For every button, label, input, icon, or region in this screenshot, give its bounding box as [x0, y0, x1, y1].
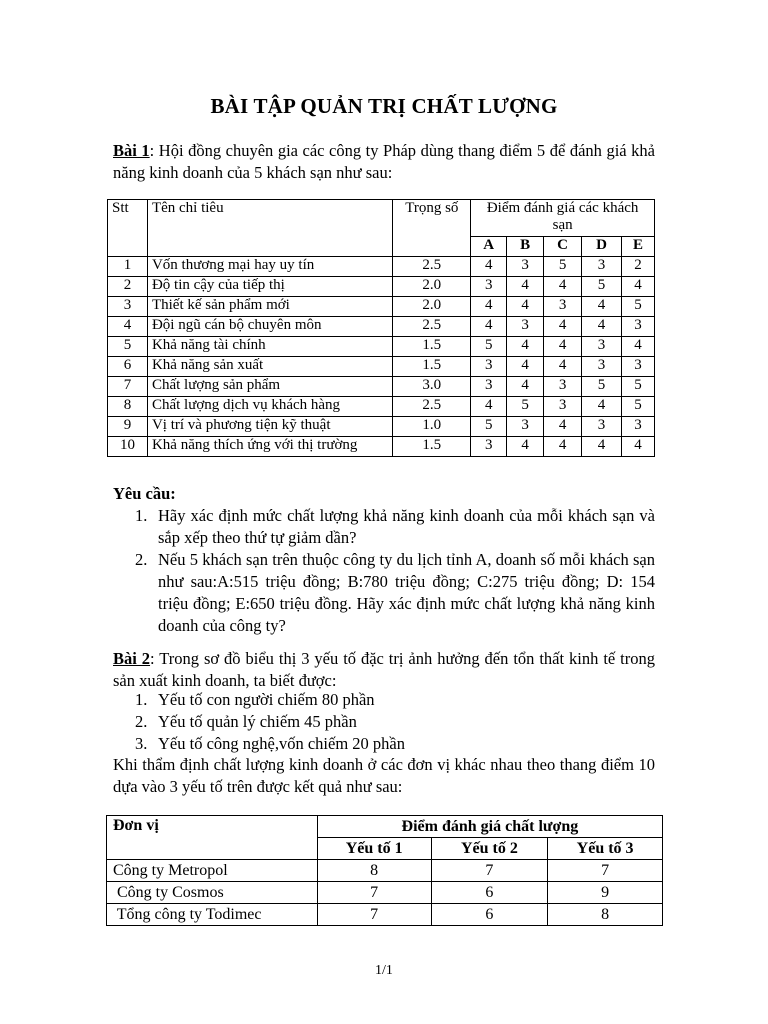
- row-score: 4: [582, 317, 622, 337]
- row-score: 8: [548, 904, 663, 926]
- table-row: [108, 377, 655, 397]
- header-hotel-b: B: [507, 237, 544, 257]
- exercise-1-intro: [113, 140, 655, 184]
- row-score: 4: [544, 437, 582, 457]
- row-score: 5: [507, 397, 544, 417]
- header-factor-2: Yếu tố 2: [431, 838, 548, 860]
- table-row: [108, 297, 655, 317]
- header-stt: Stt: [108, 200, 148, 257]
- row-score: 5: [622, 397, 655, 417]
- row-weight: 2.5: [393, 397, 471, 417]
- list-item: 3. Yếu tố công nghệ,vốn chiếm 20 phần: [135, 734, 405, 753]
- row-criteria: Khả năng sản xuất: [147, 357, 392, 377]
- row-stt: 5: [108, 337, 148, 357]
- row-weight: 1.0: [393, 417, 471, 437]
- header-weight: Trọng số: [393, 200, 471, 257]
- row-weight: 2.5: [393, 257, 471, 277]
- row-score: 4: [471, 397, 507, 417]
- row-score: 4: [471, 317, 507, 337]
- factor-3: Yếu tố công nghệ,vốn chiếm 20 phần: [158, 734, 405, 753]
- header-factor-1: Yếu tố 1: [317, 838, 431, 860]
- row-unit: Công ty Cosmos: [107, 882, 318, 904]
- page-number: 1/1: [375, 963, 393, 978]
- row-weight: 2.5: [393, 317, 471, 337]
- row-score: 5: [622, 377, 655, 397]
- table-row: [108, 317, 655, 337]
- row-stt: 3: [108, 297, 148, 317]
- row-score: 3: [507, 317, 544, 337]
- row-score: 3: [582, 337, 622, 357]
- row-score: 2: [622, 257, 655, 277]
- exercise-2-text: : Trong sơ đồ biểu thị 3 yếu tố đặc trị ảnh hưởng đến tổn thất kinh tế trong sản xuất kinh doanh, ta biết được:: [113, 649, 656, 690]
- row-score: 5: [622, 297, 655, 317]
- row-criteria: Chất lượng dịch vụ khách hàng: [147, 397, 392, 417]
- row-criteria: Chất lượng sản phẩm: [147, 377, 392, 397]
- header-criteria: Tên chỉ tiêu: [147, 200, 392, 257]
- header-unit: Đơn vị: [107, 816, 318, 860]
- row-score: 4: [507, 277, 544, 297]
- row-score: 4: [544, 337, 582, 357]
- row-score: 7: [431, 860, 548, 882]
- row-score: 7: [317, 904, 431, 926]
- row-score: 3: [544, 377, 582, 397]
- table-row: [108, 417, 655, 437]
- row-score: 3: [544, 297, 582, 317]
- row-criteria: Vốn thương mại hay uy tín: [147, 257, 392, 277]
- row-score: 3: [544, 397, 582, 417]
- header-hotel-e: E: [622, 237, 655, 257]
- row-score: 4: [582, 437, 622, 457]
- table-row: [108, 277, 655, 297]
- row-score: 3: [582, 257, 622, 277]
- header-hotel-scores: Điểm đánh giá các khách sạn: [471, 200, 655, 237]
- row-weight: 2.0: [393, 277, 471, 297]
- row-criteria: Khả năng tài chính: [147, 337, 392, 357]
- row-score: 4: [544, 277, 582, 297]
- exercise-2-intro: [113, 648, 655, 692]
- row-unit: Công ty Metropol: [107, 860, 318, 882]
- header-quality-scores: Điểm đánh giá chất lượng: [317, 816, 662, 838]
- factor-list: [113, 689, 655, 755]
- row-score: 6: [431, 904, 548, 926]
- row-stt: 8: [108, 397, 148, 417]
- row-score: 4: [544, 357, 582, 377]
- table-row: [108, 337, 655, 357]
- table-row: [108, 397, 655, 417]
- table-row: [108, 437, 655, 457]
- row-score: 4: [544, 417, 582, 437]
- row-score: 5: [471, 337, 507, 357]
- row-stt: 1: [108, 257, 148, 277]
- row-score: 4: [507, 297, 544, 317]
- row-score: 4: [622, 337, 655, 357]
- header-hotel-c: C: [544, 237, 582, 257]
- row-score: 4: [507, 437, 544, 457]
- table-row: [107, 904, 663, 926]
- row-score: 3: [471, 357, 507, 377]
- row-weight: 1.5: [393, 337, 471, 357]
- row-score: 4: [622, 277, 655, 297]
- row-score: 4: [582, 397, 622, 417]
- unit-score-table: [106, 815, 663, 926]
- row-score: 3: [622, 417, 655, 437]
- row-score: 3: [582, 417, 622, 437]
- row-stt: 7: [108, 377, 148, 397]
- list-item: 1. Hãy xác định mức chất lượng khả năng kinh doanh của mỗi khách sạn và sắp xếp theo thứ tự giảm dần?: [135, 506, 655, 547]
- row-score: 4: [544, 317, 582, 337]
- row-score: 4: [471, 297, 507, 317]
- header-hotel-d: D: [582, 237, 622, 257]
- row-stt: 4: [108, 317, 148, 337]
- requirement-1: Hãy xác định mức chất lượng khả năng kinh doanh của mỗi khách sạn và sắp xếp theo thứ tự giảm dần?: [158, 506, 655, 547]
- row-criteria: Độ tin cậy của tiếp thị: [147, 277, 392, 297]
- row-score: 3: [471, 377, 507, 397]
- row-score: 5: [471, 417, 507, 437]
- row-score: 4: [507, 377, 544, 397]
- row-score: 7: [317, 882, 431, 904]
- requirements-list: [113, 505, 655, 637]
- row-score: 3: [582, 357, 622, 377]
- row-score: 4: [507, 337, 544, 357]
- row-weight: 1.5: [393, 357, 471, 377]
- row-stt: 10: [108, 437, 148, 457]
- row-score: 4: [471, 257, 507, 277]
- row-score: 5: [544, 257, 582, 277]
- requirements-title: Yêu cầu:: [113, 484, 176, 503]
- row-criteria: Vị trí và phương tiện kỹ thuật: [147, 417, 392, 437]
- exercise-2-label: Bài 2: [113, 649, 151, 668]
- table-row: [107, 860, 663, 882]
- list-item: 1. Yếu tố con người chiếm 80 phần: [135, 690, 375, 709]
- row-stt: 2: [108, 277, 148, 297]
- list-item: 2. Yếu tố quản lý chiếm 45 phần: [135, 712, 357, 731]
- row-score: 6: [431, 882, 548, 904]
- row-criteria: Thiết kế sản phẩm mới: [147, 297, 392, 317]
- row-score: 5: [582, 277, 622, 297]
- row-score: 4: [622, 437, 655, 457]
- list-item: 2. Nếu 5 khách sạn trên thuộc công ty du lịch tỉnh A, doanh số mỗi khách sạn như sau:A:515 triệu đồng; B:780 triệu đồng; C:275 triệu đồng; D: 154 triệu đồng; E:650 triệu đồng. Hãy xác định mức chất lượng khả năng kinh doanh của công ty?: [135, 550, 655, 635]
- header-hotel-a: A: [471, 237, 507, 257]
- row-weight: 1.5: [393, 437, 471, 457]
- row-weight: 2.0: [393, 297, 471, 317]
- table-row: [107, 882, 663, 904]
- requirement-2: Nếu 5 khách sạn trên thuộc công ty du lịch tỉnh A, doanh số mỗi khách sạn như sau:A:515 triệu đồng; B:780 triệu đồng; C:275 triệu đồng; D: 154 triệu đồng; E:650 triệu đồng. Hãy xác định mức chất lượng khả năng kinh doanh của công ty?: [158, 550, 655, 635]
- row-score: 3: [622, 357, 655, 377]
- row-weight: 3.0: [393, 377, 471, 397]
- exercise-1-text: : Hội đồng chuyên gia các công ty Pháp dùng thang điểm 5 để đánh giá khả năng kinh doanh của 5 khách sạn như sau:: [113, 141, 655, 182]
- row-score: 9: [548, 882, 663, 904]
- row-score: 4: [507, 357, 544, 377]
- page-title: BÀI TẬP QUẢN TRỊ CHẤT LƯỢNG: [210, 94, 558, 118]
- factor-1: Yếu tố con người chiếm 80 phần: [158, 690, 375, 709]
- exercise-2-after: Khi thẩm định chất lượng kinh doanh ở các đơn vị khác nhau theo thang điểm 10 dựa vào 3 yếu tố trên được kết quả như sau:: [113, 755, 655, 796]
- row-score: 3: [507, 257, 544, 277]
- table-row: [108, 357, 655, 377]
- row-score: 3: [471, 277, 507, 297]
- header-factor-3: Yếu tố 3: [548, 838, 663, 860]
- hotel-score-table: [107, 199, 655, 457]
- row-score: 5: [582, 377, 622, 397]
- factor-2: Yếu tố quản lý chiếm 45 phần: [158, 712, 357, 731]
- row-unit: Tổng công ty Todimec: [107, 904, 318, 926]
- row-stt: 6: [108, 357, 148, 377]
- row-score: 3: [507, 417, 544, 437]
- row-score: 8: [317, 860, 431, 882]
- row-score: 4: [582, 297, 622, 317]
- row-criteria: Đội ngũ cán bộ chuyên môn: [147, 317, 392, 337]
- row-score: 3: [471, 437, 507, 457]
- row-stt: 9: [108, 417, 148, 437]
- row-score: 7: [548, 860, 663, 882]
- row-criteria: Khả năng thích ứng với thị trường: [147, 437, 392, 457]
- table-row: [108, 257, 655, 277]
- exercise-1-label: Bài 1: [113, 141, 150, 160]
- row-score: 3: [622, 317, 655, 337]
